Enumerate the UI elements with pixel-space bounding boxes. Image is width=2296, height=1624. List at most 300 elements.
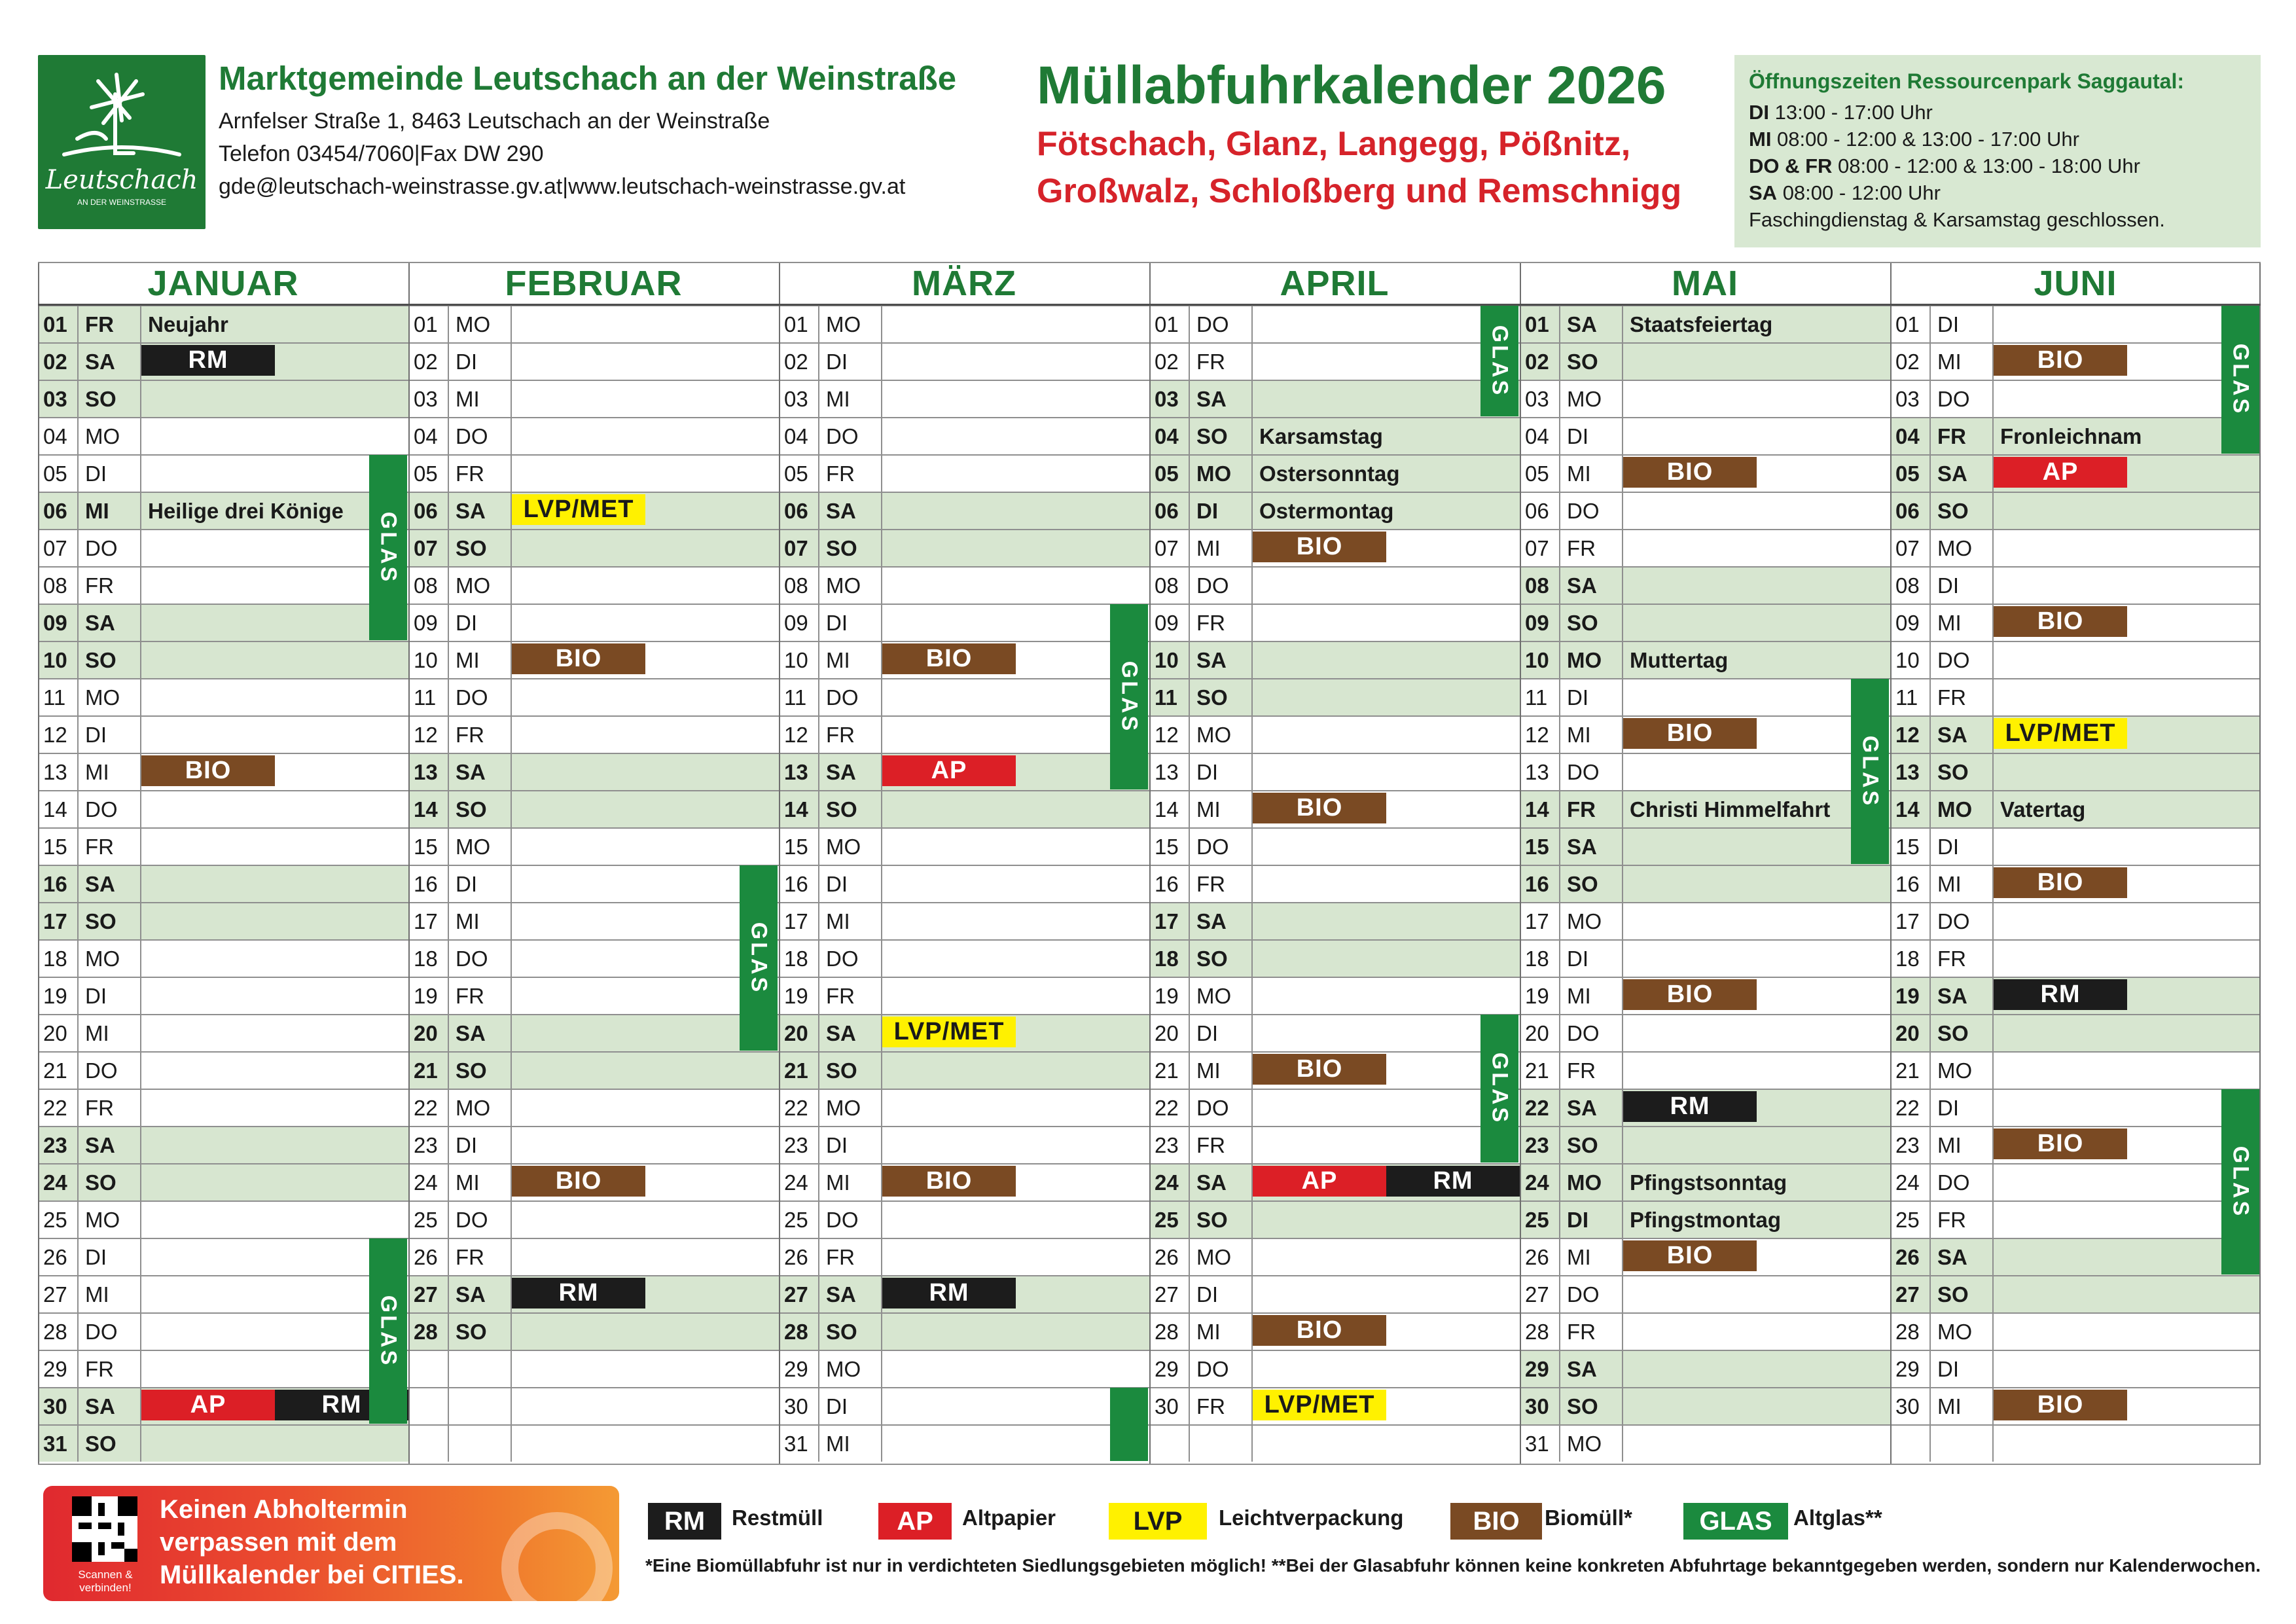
lvp-collection-tag: LVP/MET — [512, 494, 645, 525]
day-row — [1520, 1126, 1890, 1163]
day-number: 20 — [1525, 1021, 1549, 1045]
logo-text: Leutschach — [45, 165, 198, 195]
weekday: FR — [1196, 1133, 1225, 1157]
holiday-label: Ostersonntag — [1259, 461, 1400, 486]
day-row — [779, 380, 1149, 417]
day-number: 17 — [414, 909, 438, 933]
day-number: 25 — [414, 1208, 438, 1232]
day-number: 15 — [784, 835, 808, 859]
weekday: SA — [1567, 1096, 1597, 1120]
day-number: 25 — [1155, 1208, 1179, 1232]
day-number: 30 — [1895, 1394, 1920, 1418]
weekday: FR — [85, 573, 114, 598]
weekday: FR — [1937, 685, 1966, 710]
day-number: 08 — [1525, 573, 1549, 598]
day-number: 03 — [43, 387, 67, 411]
holiday-label: Neujahr — [148, 312, 228, 336]
day-row — [1520, 1312, 1890, 1350]
day-row — [408, 380, 779, 417]
weekday: MO — [826, 1096, 861, 1120]
day-row — [1520, 342, 1890, 380]
weekday: SO — [1196, 947, 1228, 971]
day-row — [1149, 604, 1520, 641]
day-number: 31 — [43, 1432, 67, 1456]
day-row — [38, 1350, 408, 1387]
weekday: DO — [1196, 1096, 1229, 1120]
weekday: FR — [1567, 797, 1596, 821]
weekday: SO — [1937, 1282, 1969, 1307]
day-row — [1520, 790, 1890, 827]
weekday: MI — [1196, 536, 1221, 560]
weekday: SO — [456, 1320, 487, 1344]
legend-glas-badge: GLAS — [1683, 1503, 1788, 1540]
day-number: 21 — [1525, 1058, 1549, 1083]
day-number: 05 — [1525, 461, 1549, 486]
day-number: 10 — [784, 648, 808, 672]
holiday-label: Ostermontag — [1259, 499, 1394, 523]
glas-collection-bar — [369, 1238, 407, 1424]
day-row — [779, 492, 1149, 529]
day-row — [38, 902, 408, 939]
weekday: MO — [85, 685, 120, 710]
weekday: SO — [85, 1170, 117, 1195]
day-row — [779, 977, 1149, 1014]
weekday: SO — [826, 1058, 857, 1083]
day-row — [779, 1051, 1149, 1089]
day-row — [1149, 417, 1520, 454]
weekday: MO — [1567, 1432, 1602, 1456]
weekday: MO — [85, 947, 120, 971]
weekday: DI — [85, 1245, 107, 1269]
day-row — [408, 1387, 779, 1424]
day-row — [408, 529, 779, 566]
day-number: 01 — [43, 312, 67, 336]
day-number: 21 — [43, 1058, 67, 1083]
weekday: MO — [85, 424, 120, 448]
legend-glas-label: Altglas** — [1793, 1506, 1882, 1530]
weekday: SO — [1937, 1021, 1969, 1045]
weekday: DO — [456, 1208, 488, 1232]
day-row — [38, 1424, 408, 1462]
day-number: 28 — [414, 1320, 438, 1344]
day-row — [779, 1387, 1149, 1424]
weekday: DO — [1567, 760, 1600, 784]
weekday: SO — [1567, 872, 1598, 896]
day-number: 02 — [1155, 350, 1179, 374]
day-number: 29 — [784, 1357, 808, 1381]
weekday: SA — [1567, 312, 1597, 336]
day-row — [408, 454, 779, 492]
day-row — [1520, 417, 1890, 454]
weekday: SA — [85, 611, 115, 635]
holiday-label: Vatertag — [2000, 797, 2086, 821]
weekday: FR — [1196, 1394, 1225, 1418]
weekday: DI — [1567, 947, 1588, 971]
weekday: MI — [826, 1170, 850, 1195]
day-number: 15 — [1155, 835, 1179, 859]
day-number: 26 — [43, 1245, 67, 1269]
day-row — [408, 715, 779, 753]
weekday: SO — [1196, 424, 1228, 448]
glas-label: GLAS — [1487, 1052, 1513, 1125]
day-row — [38, 977, 408, 1014]
weekday: MI — [826, 648, 850, 672]
glas-collection-bar — [1110, 1388, 1148, 1461]
day-row — [408, 977, 779, 1014]
day-number: 25 — [43, 1208, 67, 1232]
day-number: 30 — [1155, 1394, 1179, 1418]
weekday: FR — [1567, 1058, 1596, 1083]
day-number: 28 — [1525, 1320, 1549, 1344]
weekday: SA — [1567, 1357, 1597, 1381]
day-number: 30 — [43, 1394, 67, 1418]
day-number: 11 — [784, 685, 807, 710]
weekday: DI — [1567, 685, 1588, 710]
weekday: SA — [456, 760, 486, 784]
opening-hours-line: Faschingdienstag & Karsamstag geschlossen. — [1749, 208, 2165, 231]
day-row — [779, 1312, 1149, 1350]
municipality-logo — [38, 55, 206, 229]
promo-line-3: Müllkalender bei CITIES. — [160, 1561, 464, 1589]
day-row — [779, 715, 1149, 753]
day-number: 27 — [1155, 1282, 1179, 1307]
day-number: 01 — [1525, 312, 1549, 336]
day-number: 14 — [1895, 797, 1920, 821]
day-number: 15 — [43, 835, 67, 859]
glas-collection-bar — [1110, 604, 1148, 789]
weekday: MO — [1196, 984, 1232, 1008]
day-row — [38, 1089, 408, 1126]
bio-collection-tag: BIO — [141, 755, 275, 786]
weekday: SO — [456, 536, 487, 560]
day-number: 12 — [43, 723, 67, 747]
day-row — [1520, 641, 1890, 678]
weekday: DI — [456, 350, 477, 374]
weekday: MI — [456, 648, 480, 672]
bio-collection-tag: BIO — [882, 1166, 1016, 1197]
holiday-label: Christi Himmelfahrt — [1630, 797, 1831, 821]
weekday: DI — [1196, 1282, 1218, 1307]
weekday: FR — [826, 461, 855, 486]
weekday: DO — [456, 424, 488, 448]
weekday: MI — [1196, 1320, 1221, 1344]
day-number: 16 — [1155, 872, 1179, 896]
weekday: SA — [1937, 984, 1967, 1008]
day-row — [38, 827, 408, 865]
weekday: SO — [1567, 1394, 1598, 1418]
day-number: 12 — [414, 723, 438, 747]
day-row — [1890, 492, 2261, 529]
day-row — [1149, 492, 1520, 529]
weekday: SO — [456, 1058, 487, 1083]
legend-rm-label: Restmüll — [732, 1506, 823, 1530]
rm-collection-tag: RM — [882, 1278, 1016, 1308]
day-number: 19 — [43, 984, 67, 1008]
day-row — [1149, 827, 1520, 865]
qr-code-icon[interactable] — [72, 1496, 137, 1562]
swirl-decoration-icon — [501, 1512, 613, 1601]
day-row — [1149, 1126, 1520, 1163]
day-number: 13 — [414, 760, 438, 784]
weekday: SA — [1937, 1245, 1967, 1269]
weekday: SO — [826, 1320, 857, 1344]
day-number: 20 — [43, 1021, 67, 1045]
glas-collection-bar — [2221, 306, 2259, 454]
day-number: 29 — [1525, 1357, 1549, 1381]
weekday: SA — [1196, 387, 1227, 411]
day-row — [408, 566, 779, 604]
day-number: 09 — [1155, 611, 1179, 635]
day-number: 25 — [784, 1208, 808, 1232]
day-row — [1520, 1163, 1890, 1200]
weekday: DI — [826, 350, 848, 374]
day-number: 21 — [1895, 1058, 1920, 1083]
day-number: 28 — [43, 1320, 67, 1344]
day-number: 22 — [43, 1096, 67, 1120]
day-number: 04 — [1155, 424, 1179, 448]
day-number: 16 — [1895, 872, 1920, 896]
day-row — [1890, 1350, 2261, 1387]
glas-collection-bar — [1480, 1015, 1518, 1163]
day-row — [1149, 1350, 1520, 1387]
day-number: 09 — [1895, 611, 1920, 635]
weekday: MI — [85, 499, 109, 523]
day-row — [1149, 1275, 1520, 1312]
day-number: 14 — [1155, 797, 1179, 821]
weekday: DO — [1567, 499, 1600, 523]
day-row — [1890, 1275, 2261, 1312]
weekday: MI — [1567, 1245, 1591, 1269]
day-number: 06 — [1895, 499, 1920, 523]
day-number: 12 — [1155, 723, 1179, 747]
weekday: DI — [1937, 1357, 1959, 1381]
day-row — [38, 305, 408, 342]
lvp-collection-tag: LVP/MET — [1253, 1390, 1386, 1420]
ap-collection-tag: AP — [882, 755, 1016, 786]
day-row — [1149, 715, 1520, 753]
day-number: 24 — [784, 1170, 808, 1195]
day-number: 01 — [414, 312, 438, 336]
day-number: 15 — [1895, 835, 1920, 859]
day-row — [1890, 1200, 2261, 1238]
day-number: 04 — [43, 424, 67, 448]
day-number: 22 — [784, 1096, 808, 1120]
glas-collection-bar — [1480, 306, 1518, 416]
cities-promo-banner[interactable] — [43, 1486, 619, 1601]
day-number: 15 — [414, 835, 438, 859]
rm-collection-tag: RM — [1994, 979, 2127, 1010]
day-number: 26 — [414, 1245, 438, 1269]
day-number: 03 — [414, 387, 438, 411]
day-row — [408, 678, 779, 715]
day-number: 03 — [1155, 387, 1179, 411]
day-number: 18 — [1895, 947, 1920, 971]
day-number: 25 — [1525, 1208, 1549, 1232]
weekday: FR — [1196, 350, 1225, 374]
day-number: 14 — [43, 797, 67, 821]
weekday: SA — [1937, 723, 1967, 747]
legend-ap-badge: AP — [878, 1503, 952, 1540]
day-number: 13 — [784, 760, 808, 784]
day-row — [1890, 1312, 2261, 1350]
day-number: 05 — [1155, 461, 1179, 486]
weekday: SO — [85, 387, 117, 411]
day-row — [779, 1238, 1149, 1275]
day-number: 05 — [784, 461, 808, 486]
day-row — [1520, 827, 1890, 865]
day-number: 01 — [1155, 312, 1179, 336]
day-number: 22 — [1525, 1096, 1549, 1120]
legend-bio-badge: BIO — [1450, 1503, 1542, 1540]
day-row — [1890, 1424, 2261, 1462]
weekday: FR — [826, 984, 855, 1008]
weekday: MO — [1937, 536, 1973, 560]
opening-hours-title: Öffnungszeiten Ressourcenpark Saggautal: — [1749, 69, 2185, 93]
day-row — [1149, 380, 1520, 417]
weekday: FR — [826, 723, 855, 747]
day-row — [38, 939, 408, 977]
weekday: DI — [1937, 573, 1959, 598]
weekday: SO — [85, 909, 117, 933]
weekday: SA — [1937, 461, 1967, 486]
day-row — [408, 1126, 779, 1163]
month-header: JANUAR — [147, 264, 299, 303]
calendar-grid — [38, 262, 2261, 1465]
day-number: 23 — [1895, 1133, 1920, 1157]
weekday: MO — [85, 1208, 120, 1232]
glas-label: GLAS — [1117, 660, 1142, 733]
day-row — [1890, 1014, 2261, 1051]
weekday: MI — [1196, 1058, 1221, 1083]
day-row — [1520, 604, 1890, 641]
day-row — [1149, 678, 1520, 715]
day-number: 05 — [1895, 461, 1920, 486]
bio-collection-tag: BIO — [1994, 1128, 2127, 1159]
weekday: DO — [85, 536, 118, 560]
day-number: 02 — [43, 350, 67, 374]
day-row — [1890, 790, 2261, 827]
address: Arnfelser Straße 1, 8463 Leutschach an der Weinstraße — [219, 109, 770, 134]
bio-collection-tag: BIO — [1994, 345, 2127, 376]
day-number: 06 — [43, 499, 67, 523]
weekday: DO — [1567, 1021, 1600, 1045]
weekday: DI — [1196, 499, 1218, 523]
weekday: DI — [456, 611, 477, 635]
day-number: 16 — [1525, 872, 1549, 896]
weekday: MI — [1937, 1394, 1962, 1418]
day-row — [779, 529, 1149, 566]
day-row — [1520, 1350, 1890, 1387]
month-header: APRIL — [1280, 264, 1390, 303]
day-number: 04 — [414, 424, 438, 448]
day-row — [38, 1014, 408, 1051]
weekday: MO — [1937, 1320, 1973, 1344]
weekday: MI — [826, 1432, 850, 1456]
day-number: 24 — [1155, 1170, 1179, 1195]
day-number: 13 — [43, 760, 67, 784]
day-number: 02 — [784, 350, 808, 374]
holiday-label: Staatsfeiertag — [1630, 312, 1773, 336]
day-row — [408, 753, 779, 790]
weekday: MI — [85, 1021, 109, 1045]
weekday: SO — [1196, 1208, 1228, 1232]
day-number: 01 — [1895, 312, 1920, 336]
day-number: 21 — [1155, 1058, 1179, 1083]
weekday: MO — [826, 573, 861, 598]
day-row — [408, 939, 779, 977]
day-row — [1890, 417, 2261, 454]
day-row — [779, 342, 1149, 380]
day-row — [1149, 566, 1520, 604]
day-row — [1149, 454, 1520, 492]
day-number: 13 — [1525, 760, 1549, 784]
weekday: FR — [85, 1357, 114, 1381]
day-number: 06 — [1525, 499, 1549, 523]
day-row — [1520, 492, 1890, 529]
weekday: MO — [456, 1096, 491, 1120]
weekday: FR — [456, 1245, 484, 1269]
day-row — [408, 1424, 779, 1462]
day-number: 10 — [1895, 648, 1920, 672]
day-row — [779, 865, 1149, 902]
glas-collection-bar — [1851, 679, 1889, 864]
day-number: 29 — [1155, 1357, 1179, 1381]
bio-collection-tag: BIO — [1253, 1054, 1386, 1085]
weekday: FR — [456, 723, 484, 747]
day-row — [1149, 902, 1520, 939]
bio-collection-tag: BIO — [1623, 718, 1757, 749]
weekday: MI — [85, 1282, 109, 1307]
day-number: 01 — [784, 312, 808, 336]
weekday: MO — [1196, 723, 1232, 747]
day-number: 18 — [43, 947, 67, 971]
day-number: 23 — [1155, 1133, 1179, 1157]
day-row — [38, 865, 408, 902]
day-row — [408, 790, 779, 827]
weekday: MO — [1196, 1245, 1232, 1269]
bio-collection-tag: BIO — [1994, 867, 2127, 898]
day-number: 31 — [1525, 1432, 1549, 1456]
weekday: DI — [826, 1133, 848, 1157]
lvp-collection-tag: LVP/MET — [882, 1017, 1016, 1047]
weekday: FR — [826, 1245, 855, 1269]
day-number: 18 — [784, 947, 808, 971]
day-number: 18 — [1155, 947, 1179, 971]
day-row — [1149, 753, 1520, 790]
opening-hours-line: DO & FR 08:00 - 12:00 & 13:00 - 18:00 Uhr — [1749, 154, 2140, 177]
day-number: 02 — [1895, 350, 1920, 374]
day-number: 26 — [784, 1245, 808, 1269]
weekday: SA — [456, 1282, 486, 1307]
day-number: 07 — [43, 536, 67, 560]
day-number: 12 — [1895, 723, 1920, 747]
contact-links[interactable]: gde@leutschach-weinstrasse.gv.at|www.leutschach-weinstrasse.gv.at — [219, 174, 906, 199]
legend-ap-label: Altpapier — [962, 1506, 1056, 1530]
weekday: MO — [826, 835, 861, 859]
glas-label: GLAS — [746, 922, 772, 994]
day-row — [38, 417, 408, 454]
weekday: DI — [1937, 835, 1959, 859]
month-5 — [1520, 262, 1890, 1465]
day-number: 17 — [784, 909, 808, 933]
legend-lvp-badge: LVP — [1109, 1503, 1207, 1540]
weekday: MI — [1567, 984, 1591, 1008]
weekday: DO — [1937, 387, 1970, 411]
ap-collection-tag: AP — [1253, 1166, 1386, 1197]
day-row — [1890, 753, 2261, 790]
day-number: 14 — [784, 797, 808, 821]
weekday: SA — [1567, 573, 1597, 598]
